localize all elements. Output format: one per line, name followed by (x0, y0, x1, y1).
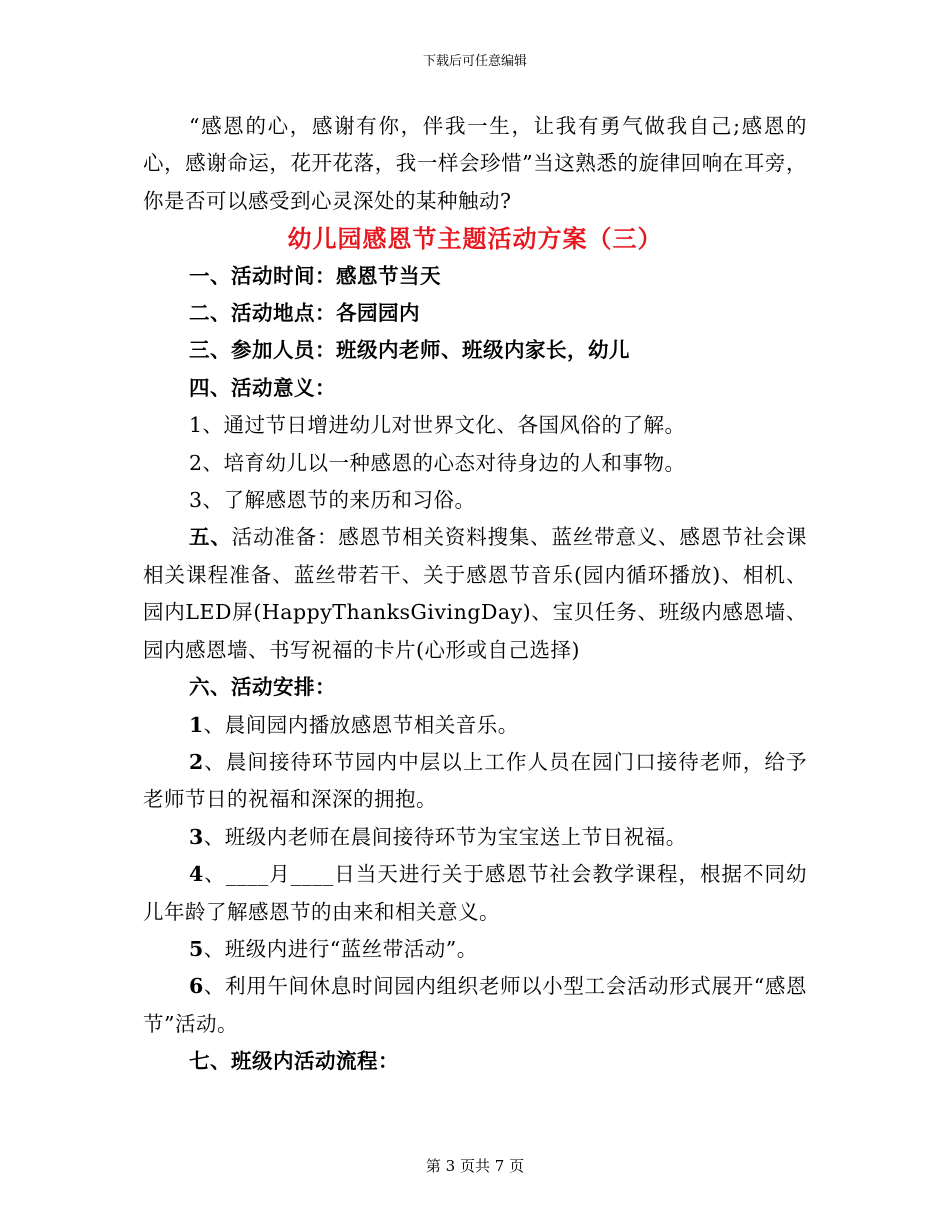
section-place: 二、活动地点：各园园内 (189, 301, 420, 326)
schedule-item-number: 6 (189, 974, 204, 999)
schedule-item-4 (143, 856, 807, 931)
schedule-item-5 (143, 931, 807, 968)
page-footer: 第 3 页共 7 页 (425, 1157, 525, 1175)
section-meaning-heading: 四、活动意义： (189, 375, 336, 400)
meaning-item-2: 2、培育幼儿以一种感恩的心态对待身边的人和事物。 (189, 450, 686, 475)
intro-paragraph: “感恩的心，感谢有你，伴我一生，让我有勇气做我自己;感恩的心，感谢命运，花开花落，我一样会珍惜”当这熟悉的旋律回响在耳旁，你是否可以感受到心灵深处的某种触动? (143, 114, 807, 213)
document-body (143, 108, 807, 1081)
schedule-item-number: 1 (189, 712, 204, 737)
document-title: 幼儿园感恩节主题活动方案（三） (287, 224, 663, 254)
schedule-item-text: 、晨间接待环节园内中层以上工作人员在园门口接待老师，给予老师节日的祝福和深深的拥抱。 (143, 749, 807, 812)
schedule-item-6 (143, 968, 807, 1043)
preparation-number: 五、 (189, 525, 232, 550)
schedule-item-text: 、班级内进行“蓝丝带活动”。 (203, 936, 478, 961)
schedule-item-number: 2 (189, 749, 204, 774)
schedule-item-number: 5 (189, 936, 204, 961)
schedule-item-2 (143, 744, 807, 819)
section-flow-heading: 七、班级内活动流程： (189, 1049, 399, 1074)
schedule-item-1 (143, 707, 807, 744)
section-preparation (143, 519, 807, 669)
meaning-item-1: 1、通过节日增进幼儿对世界文化、各国风俗的了解。 (189, 413, 686, 438)
schedule-item-3 (143, 819, 807, 856)
section-schedule-heading: 六、活动安排： (189, 675, 336, 700)
schedule-item-text: 、晨间园内播放感恩节相关音乐。 (203, 712, 519, 737)
section-time: 一、活动时间：感恩节当天 (189, 263, 441, 288)
section-people: 三、参加人员：班级内老师、班级内家长，幼儿 (189, 338, 630, 363)
schedule-item-text: 、利用午间休息时间园内组织老师以小型工会活动形式展开“感恩节”活动。 (143, 974, 807, 1036)
meaning-item-3: 3、了解感恩节的来历和习俗。 (189, 488, 476, 513)
schedule-item-number: 4 (189, 862, 204, 887)
schedule-item-number: 3 (189, 824, 204, 849)
schedule-item-text: 、班级内老师在晨间接待环节为宝宝送上节日祝福。 (203, 824, 687, 849)
preparation-text: 活动准备：感恩节相关资料搜集、蓝丝带意义、感恩节社会课相关课程准备、蓝丝带若干、关于感恩节音乐(园内循环播放)、相机、园内LED屏(HappyThanksGivingDay)、宝贝任务、班级内感恩墙、园内感恩墙、书写祝福的卡片(心形或自己选择) (143, 525, 808, 662)
page-header: 下载后可任意编辑 (422, 54, 527, 69)
schedule-item-text: 、____月____日当天进行关于感恩节社会教学课程，根据不同幼儿年龄了解感恩节的由来和相关意义。 (143, 862, 807, 924)
